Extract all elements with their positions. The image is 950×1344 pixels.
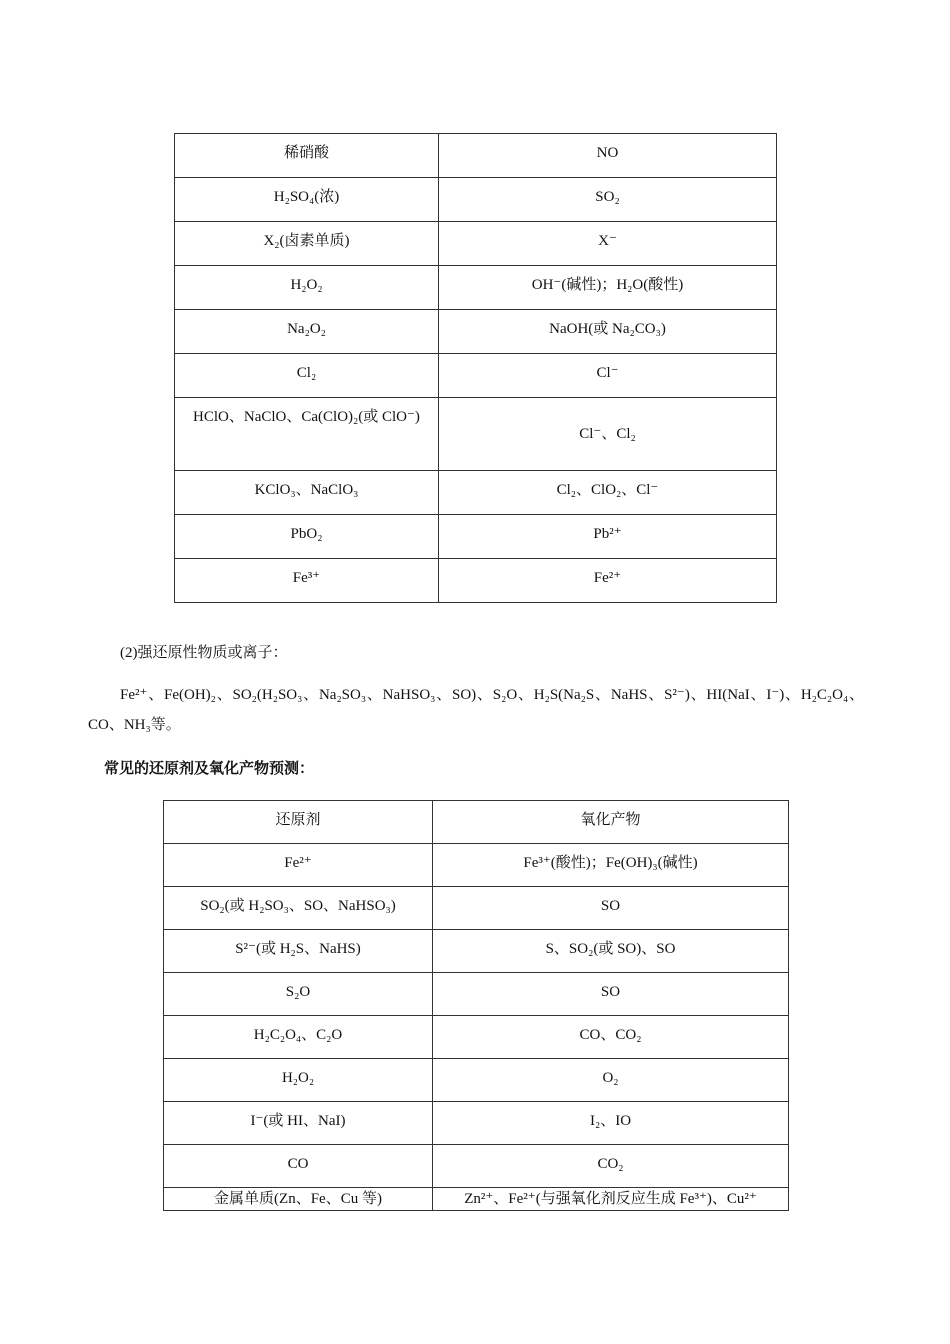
oxidizer-cell: H₂SO₄(浓) <box>175 178 439 222</box>
table-row <box>164 1016 789 1059</box>
table-row <box>164 930 789 973</box>
reduction-product-cell: Fe²⁺ <box>439 559 777 603</box>
oxidizer-cell: Cl₂ <box>175 354 439 398</box>
oxidation-product-cell: S、SO₂(或 SO)、SO <box>433 930 789 973</box>
column-header-reducer: 还原剂 <box>164 801 433 844</box>
table-row <box>164 1059 789 1102</box>
oxidation-product-cell: I₂、IO <box>433 1102 789 1145</box>
reduction-product-cell: SO₂ <box>439 178 777 222</box>
reduction-product-cell: Cl₂、ClO₂、Cl⁻ <box>439 471 777 515</box>
reduction-product-cell: NaOH(或 Na₂CO₃) <box>439 310 777 354</box>
oxidizer-cell: X₂(卤素单质) <box>175 222 439 266</box>
table-row <box>164 1145 789 1188</box>
reducer-cell: S₂O <box>164 973 433 1016</box>
section-heading-reducers: (2)强还原性物质或离子： <box>120 645 288 661</box>
table-row <box>164 973 789 1016</box>
table-row <box>175 354 777 398</box>
table-row <box>175 398 777 471</box>
table-row <box>175 222 777 266</box>
reducer-oxidation-table <box>163 800 789 1211</box>
reducer-cell: H₂O₂ <box>164 1059 433 1102</box>
reducer-cell: H₂C₂O₄、C₂O <box>164 1016 433 1059</box>
oxidizer-cell: PbO₂ <box>175 515 439 559</box>
oxidizer-reduction-table <box>174 133 777 603</box>
oxidizer-cell: HClO、NaClO、Ca(ClO)₂(或 ClO⁻) <box>175 398 439 471</box>
reducer-cell: I⁻(或 HI、NaI) <box>164 1102 433 1145</box>
table-row <box>175 515 777 559</box>
oxidizer-cell: Fe³⁺ <box>175 559 439 603</box>
table-row <box>164 1102 789 1145</box>
reduction-product-cell: X⁻ <box>439 222 777 266</box>
oxidation-product-cell: CO、CO₂ <box>433 1016 789 1059</box>
reducer-cell: 金属单质(Zn、Fe、Cu 等) <box>164 1188 433 1211</box>
reducer-cell: Fe²⁺ <box>164 844 433 887</box>
oxidizer-cell: 稀硝酸 <box>175 134 439 178</box>
reduction-product-cell: OH⁻(碱性)；H₂O(酸性) <box>439 266 777 310</box>
table-row <box>175 559 777 603</box>
oxidizer-cell: KClO₃、NaClO₃ <box>175 471 439 515</box>
oxidation-product-cell: O₂ <box>433 1059 789 1102</box>
table-header-row <box>164 801 789 844</box>
table-row <box>164 1188 789 1211</box>
reduction-product-cell: Cl⁻、Cl₂ <box>439 398 777 471</box>
oxidation-product-cell: SO <box>433 973 789 1016</box>
reducer-cell: CO <box>164 1145 433 1188</box>
table-row <box>175 134 777 178</box>
table-row <box>164 844 789 887</box>
reducer-cell: S²⁻(或 H₂S、NaHS) <box>164 930 433 973</box>
reducer-cell: SO₂(或 H₂SO₃、SO、NaHSO₃) <box>164 887 433 930</box>
reduction-product-cell: Pb²⁺ <box>439 515 777 559</box>
oxidizer-cell: Na₂O₂ <box>175 310 439 354</box>
oxidation-product-cell: CO₂ <box>433 1145 789 1188</box>
reduction-product-cell: NO <box>439 134 777 178</box>
reducers-paragraph: Fe²⁺、Fe(OH)₂、SO₂(H₂SO₃、Na₂SO₃、NaHSO₃、SO)、S₂O、H₂S(Na₂S、NaHS、S²⁻)、HI(NaI、I⁻)、H₂C₂O₄、CO、NH₃等。 <box>88 687 864 733</box>
table-row <box>164 887 789 930</box>
table-row <box>175 266 777 310</box>
oxidizer-cell: H₂O₂ <box>175 266 439 310</box>
column-header-oxidation-product: 氧化产物 <box>433 801 789 844</box>
reduction-product-cell: Cl⁻ <box>439 354 777 398</box>
table-row <box>175 178 777 222</box>
section-heading-reducer-table: 常见的还原剂及氧化产物预测： <box>104 761 315 777</box>
oxidation-product-cell: SO <box>433 887 789 930</box>
table-row <box>175 310 777 354</box>
table-row <box>175 471 777 515</box>
oxidation-product-cell: Fe³⁺(酸性)；Fe(OH)₃(碱性) <box>433 844 789 887</box>
oxidation-product-cell: Zn²⁺、Fe²⁺(与强氧化剂反应生成 Fe³⁺)、Cu²⁺ <box>433 1188 789 1211</box>
